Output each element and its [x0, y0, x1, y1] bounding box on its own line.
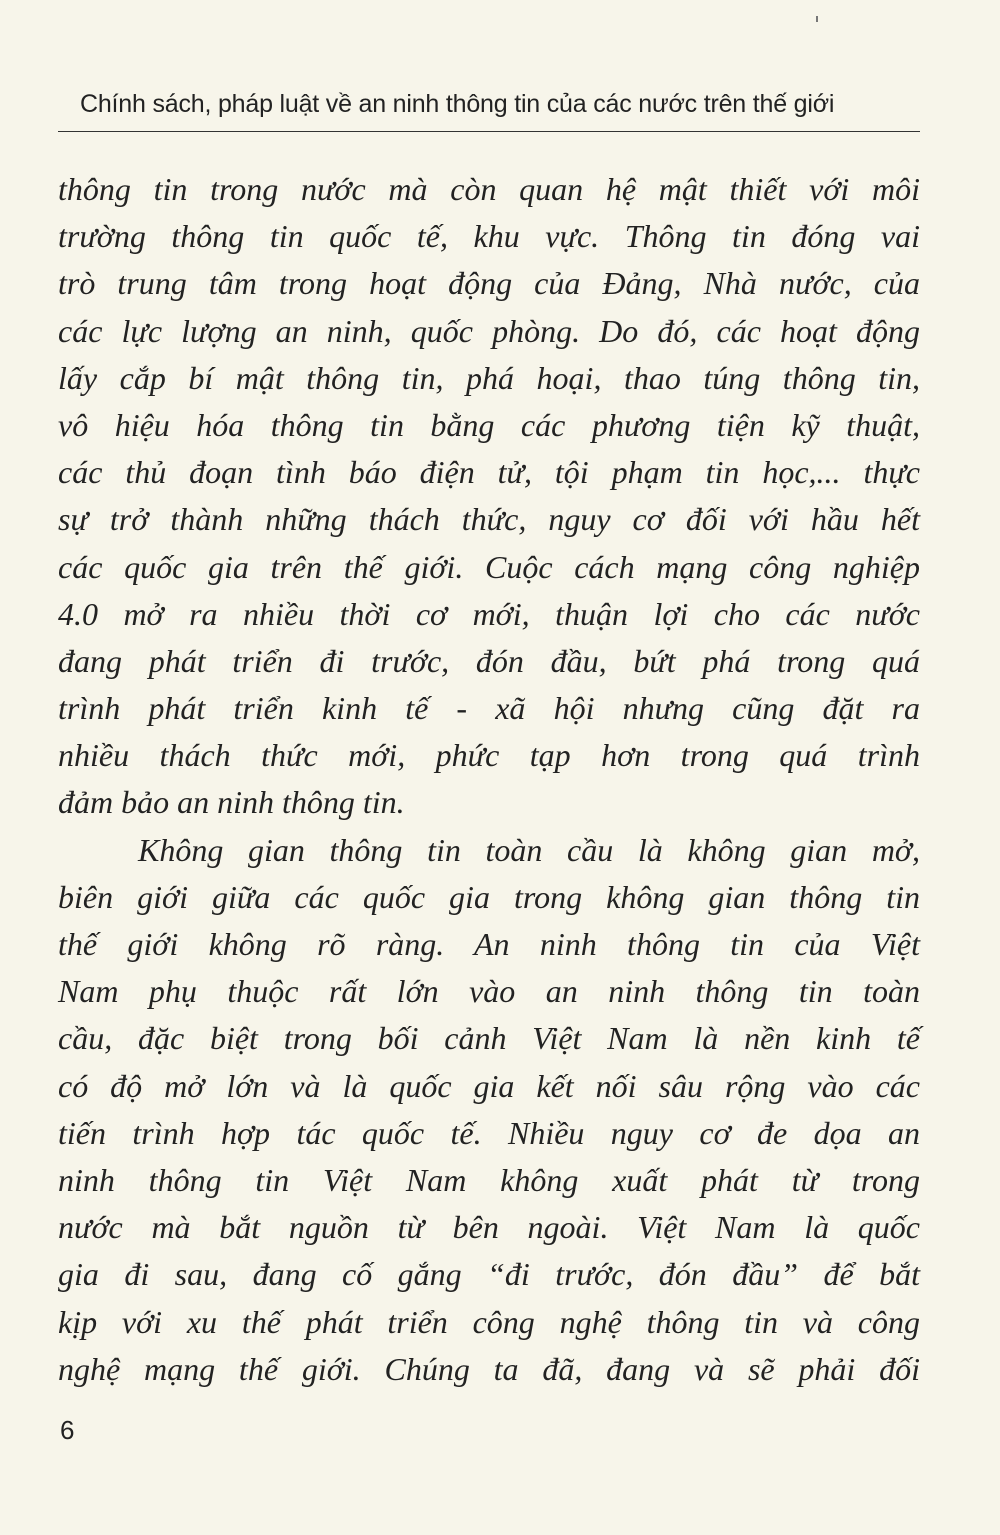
text-line: thông tin trong nước mà còn quan hệ mật thiết với môi — [58, 171, 920, 207]
text-line: kịp với xu thế phát triển công nghệ thông tin và công — [58, 1303, 920, 1340]
text-line: cầu, đặc biệt trong bối cảnh Việt Nam là nền kinh tế — [58, 1020, 920, 1057]
text-line: nghệ mạng thế giới. Chúng ta đã, đang và sẽ phải đối — [58, 1350, 920, 1387]
text-line: các quốc gia trên thế giới. Cuộc cách mạng công nghiệp — [58, 548, 920, 585]
text-line: sự trở thành những thách thức, nguy cơ đối với hầu hết — [58, 501, 920, 538]
scan-mark — [816, 16, 818, 22]
text-line: có độ mở lớn và là quốc gia kết nối sâu rộng vào các — [58, 1067, 920, 1104]
text-line: ninh thông tin Việt Nam không xuất phát từ trong — [58, 1161, 920, 1198]
text-line: trường thông tin quốc tế, khu vực. Thông tin đóng vai — [58, 218, 920, 255]
text-line: tiến trình hợp tác quốc tế. Nhiều nguy cơ đe dọa an — [58, 1114, 920, 1151]
text-line: nước mà bắt nguồn từ bên ngoài. Việt Nam là quốc — [58, 1209, 920, 1246]
text-line: các thủ đoạn tình báo điện tử, tội phạm tin học,... thực — [58, 454, 920, 491]
text-line: Nam phụ thuộc rất lớn vào an ninh thông tin toàn — [58, 973, 920, 1010]
text-line: gia đi sau, đang cố gắng “đi trước, đón đầu” để bắt — [58, 1256, 920, 1293]
text-line: trình phát triển kinh tế - xã hội nhưng cũng đặt ra — [58, 690, 920, 727]
paragraph-start-line: Không gian thông tin toàn cầu là không gian mở, — [138, 831, 920, 868]
text-line: vô hiệu hóa thông tin bằng các phương tiện kỹ thuật, — [58, 406, 920, 443]
text-line: lấy cắp bí mật thông tin, phá hoại, thao túng thông tin, — [58, 359, 920, 396]
running-header: Chính sách, pháp luật về an ninh thông tin của các nước trên thế giới — [80, 90, 835, 118]
text-line: 4.0 mở ra nhiều thời cơ mới, thuận lợi cho các nước — [58, 595, 920, 632]
body-text — [58, 166, 920, 1393]
text-line: trò trung tâm trong hoạt động của Đảng, Nhà nước, của — [58, 265, 920, 302]
text-line: nhiều thách thức mới, phức tạp hơn trong quá trình — [58, 737, 920, 774]
text-line: các lực lượng an ninh, quốc phòng. Do đó, các hoạt động — [58, 312, 920, 349]
paragraph-end-line: đảm bảo an ninh thông tin. — [58, 784, 405, 821]
text-line: biên giới giữa các quốc gia trong không gian thông tin — [58, 878, 920, 915]
header-rule — [58, 131, 920, 132]
text-line: đang phát triển đi trước, đón đầu, bứt phá trong quá — [58, 642, 920, 679]
page-number: 6 — [60, 1415, 75, 1445]
text-line: thế giới không rõ ràng. An ninh thông tin của Việt — [58, 926, 920, 962]
